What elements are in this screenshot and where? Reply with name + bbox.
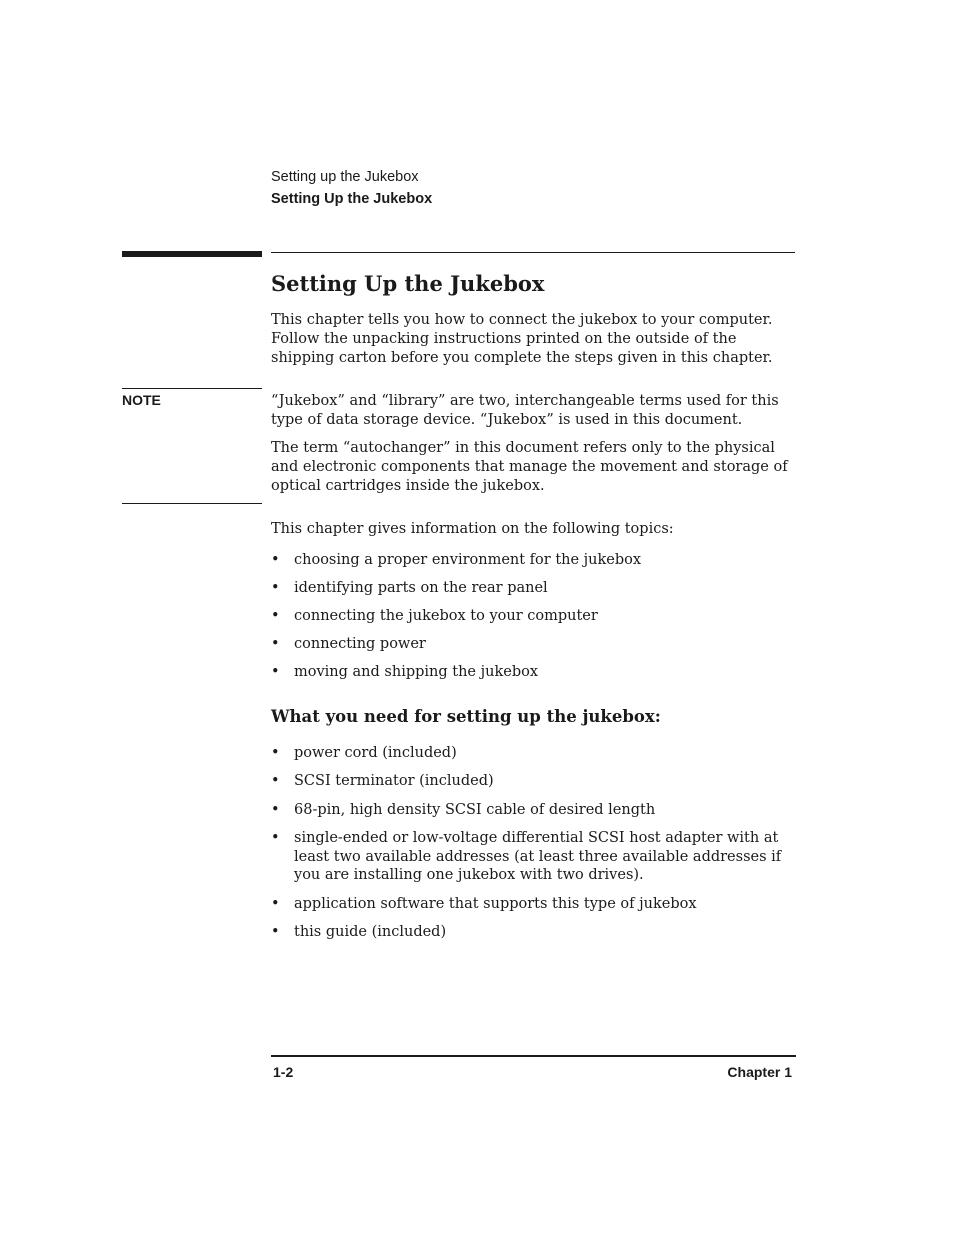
bullet-icon: •: [271, 663, 280, 680]
running-header-section: Setting Up the Jukebox: [271, 191, 433, 207]
section-rule-thin: [271, 252, 795, 253]
list-item: • this guide (included): [271, 924, 447, 941]
intro-paragraph: This chapter tells you how to connect the jukebox to your computer. Follow the unpacking instructions printed on the outside of the shipping carton before you complete the steps given in this chapter.: [271, 312, 773, 366]
list-item: • connecting the jukebox to your computer: [271, 607, 598, 624]
topics-list: [271, 551, 797, 682]
bullet-icon: •: [271, 773, 280, 790]
bullet-icon: •: [271, 635, 280, 652]
footer-chapter-label: Chapter 1: [727, 1064, 792, 1080]
note-paragraph-1: “Jukebox” and “library” are two, interchangeable terms used for this type of data storage device. “Jukebox” is used in this document.: [271, 393, 779, 428]
bullet-icon: •: [271, 829, 280, 846]
bullet-icon: •: [271, 924, 280, 941]
list-item: • choosing a proper environment for the jukebox: [271, 552, 642, 568]
bullet-icon: •: [271, 607, 280, 624]
topics-intro: This chapter gives information on the following topics:: [271, 521, 674, 537]
list-item: • moving and shipping the jukebox: [271, 663, 539, 680]
list-item: • single-ended or low-voltage differential SCSI host adapter with at least two available addresses (at least three available addresses if you are installing one jukebox with two drives).: [271, 829, 782, 884]
bullet-icon: •: [271, 552, 280, 568]
note-rule-bottom: [122, 503, 262, 504]
section-rule-thick: [122, 251, 262, 257]
running-header-chapter: Setting up the Jukebox: [271, 169, 419, 185]
needs-list: [271, 744, 797, 942]
running-header: [271, 166, 432, 210]
list-item: • power cord (included): [271, 745, 457, 761]
page-number: 1-2: [273, 1064, 294, 1080]
list-item: • identifying parts on the rear panel: [271, 579, 548, 596]
bullet-icon: •: [271, 895, 280, 912]
note-rule-top: [122, 388, 262, 389]
section-heading: What you need for setting up the jukebox:: [271, 707, 661, 726]
footer-rule: [271, 1055, 796, 1057]
list-item: • connecting power: [271, 635, 426, 652]
note-label: NOTE: [122, 392, 161, 408]
list-item: • 68-pin, high density SCSI cable of desired length: [271, 801, 656, 818]
list-item: • application software that supports this type of jukebox: [271, 895, 697, 912]
list-item: • SCSI terminator (included): [271, 773, 494, 790]
page-title: Setting Up the Jukebox: [271, 271, 545, 296]
bullet-icon: •: [271, 745, 280, 761]
note-paragraph-2: The term “autochanger” in this document refers only to the physical and electronic components that manage the movement and storage of optical cartridges inside the jukebox.: [271, 440, 788, 494]
bullet-icon: •: [271, 801, 280, 818]
bullet-icon: •: [271, 579, 280, 596]
